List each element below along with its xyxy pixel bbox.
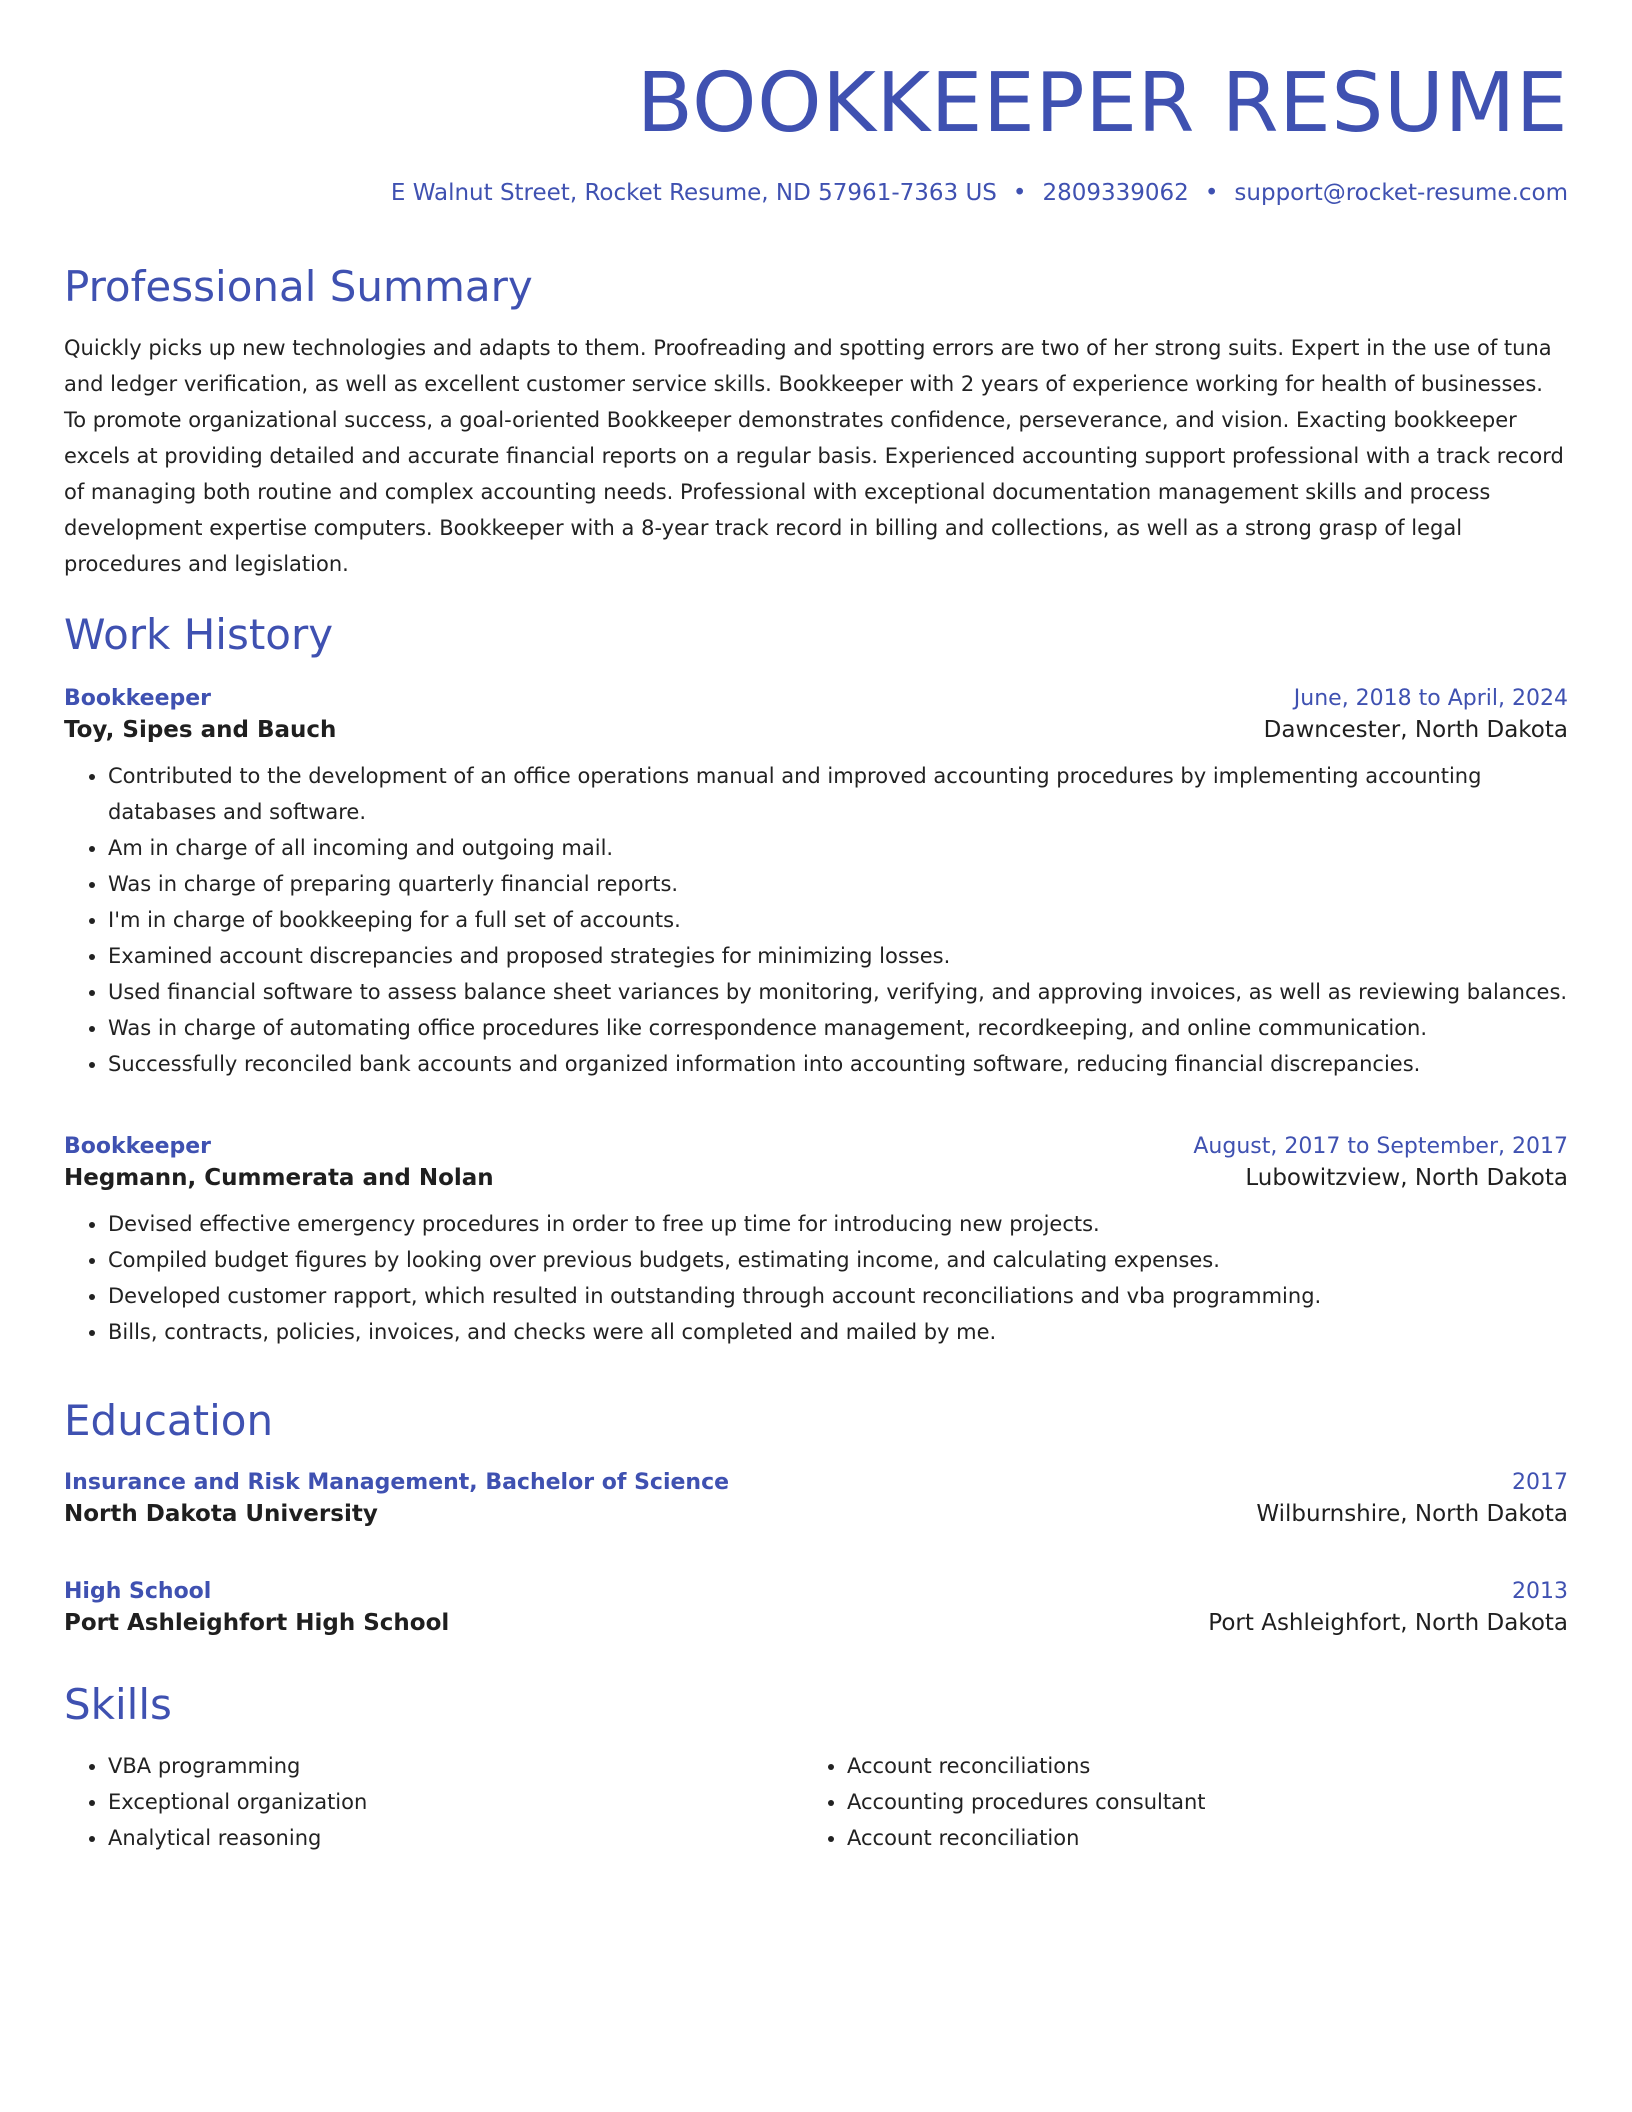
list-item: • VBA programming xyxy=(108,1748,803,1784)
list-item: • Exceptional organization xyxy=(108,1784,803,1820)
list-item: • I'm in charge of bookkeeping for a full set of accounts. xyxy=(108,902,1568,938)
contact-line xyxy=(64,178,1568,208)
job-company: Toy, Sipes and Bauch xyxy=(64,717,337,743)
list-item: • Successfully reconciled bank accounts and organized information into accounting software, reducing financial discrepancies. xyxy=(108,1046,1568,1082)
list-item: • Am in charge of all incoming and outgoing mail. xyxy=(108,830,1568,866)
summary-text: Quickly picks up new technologies and adapts to them. Proofreading and spotting errors are two of her strong suits. Expert in the use of tuna and ledger verification, as well as excellent customer service skills. Bookkeeper with 2 years of experience working for health of businesses. To promote organizational success, a goal-oriented Bookkeeper demonstrates confidence, perseverance, and vision. Exacting bookkeeper excels at providing detailed and accurate financial reports on a regular basis. Experienced accounting support professional with a track record of managing both routine and complex accounting needs. Professional with exceptional documentation management skills and process development expertise computers. Bookkeeper with a 8-year track record in billing and collections, as well as a strong grasp of legal procedures and legislation. xyxy=(64,336,1564,576)
job-location: Lubowitzview, North Dakota xyxy=(1245,1165,1568,1191)
job-title: Bookkeeper xyxy=(64,686,212,711)
job-dates: August, 2017 to September, 2017 xyxy=(1193,1134,1568,1159)
list-item: • Used financial software to assess balance sheet variances by monitoring, verifying, and approving invoices, as well as reviewing balances. xyxy=(108,974,1568,1010)
list-item: • Bills, contracts, policies, invoices, and checks were all completed and mailed by me. xyxy=(108,1314,1568,1350)
resume-title: BOOKKEEPER RESUME xyxy=(636,56,1568,151)
education-school: North Dakota University xyxy=(64,1501,378,1527)
education-year: 2017 xyxy=(1512,1470,1568,1495)
work-history-heading: Work History xyxy=(64,610,334,659)
job-company: Hegmann, Cummerata and Nolan xyxy=(64,1165,494,1191)
skills-column-right xyxy=(803,1748,1542,1856)
education-degree: Insurance and Risk Management, Bachelor of Science xyxy=(64,1470,730,1495)
list-item: • Was in charge of automating office procedures like correspondence management, recordkeeping, and online communication. xyxy=(108,1010,1568,1046)
contact-email[interactable]: support@rocket-resume.com xyxy=(1234,180,1568,206)
education-location: Port Ashleighfort, North Dakota xyxy=(1208,1610,1568,1636)
job-dates: June, 2018 to April, 2024 xyxy=(1293,686,1568,711)
list-item: • Developed customer rapport, which resulted in outstanding through account reconciliations and vba programming. xyxy=(108,1278,1568,1314)
job-location: Dawncester, North Dakota xyxy=(1263,717,1568,743)
education-entry xyxy=(64,1468,1568,1530)
skills-heading: Skills xyxy=(64,1680,172,1729)
education-entry xyxy=(64,1577,1568,1639)
skills-list xyxy=(64,1748,1568,1856)
education-location: Wilburnshire, North Dakota xyxy=(1256,1501,1568,1527)
list-item: • Accounting procedures consultant xyxy=(847,1784,1542,1820)
job-title: Bookkeeper xyxy=(64,1134,212,1159)
job-entry xyxy=(64,1132,1568,1350)
education-heading: Education xyxy=(64,1396,274,1445)
summary-heading: Professional Summary xyxy=(64,262,533,311)
skills-bullets xyxy=(64,1748,803,1856)
job-entry xyxy=(64,684,1568,1082)
job-bullets xyxy=(64,1206,1568,1350)
education-school: Port Ashleighfort High School xyxy=(64,1610,450,1636)
education-degree: High School xyxy=(64,1579,212,1604)
list-item: • Was in charge of preparing quarterly financial reports. xyxy=(108,866,1568,902)
contact-phone: 2809339062 xyxy=(1042,180,1189,206)
education-year: 2013 xyxy=(1512,1579,1568,1604)
contact-separator: • xyxy=(1012,180,1027,206)
skills-column-left xyxy=(64,1748,803,1856)
contact-separator: • xyxy=(1204,180,1219,206)
list-item: • Compiled budget figures by looking over previous budgets, estimating income, and calculating expenses. xyxy=(108,1242,1568,1278)
list-item: • Account reconciliation xyxy=(847,1820,1542,1856)
list-item: • Analytical reasoning xyxy=(108,1820,803,1856)
list-item: • Examined account discrepancies and proposed strategies for minimizing losses. xyxy=(108,938,1568,974)
contact-address: E Walnut Street, Rocket Resume, ND 57961-7363 US xyxy=(390,180,997,206)
skills-bullets xyxy=(803,1748,1542,1856)
list-item: • Devised effective emergency procedures in order to free up time for introducing new projects. xyxy=(108,1206,1568,1242)
job-bullets xyxy=(64,758,1568,1082)
list-item: • Account reconciliations xyxy=(847,1748,1542,1784)
list-item: • Contributed to the development of an office operations manual and improved accounting procedures by implementing accounting databases and software. xyxy=(108,758,1568,830)
